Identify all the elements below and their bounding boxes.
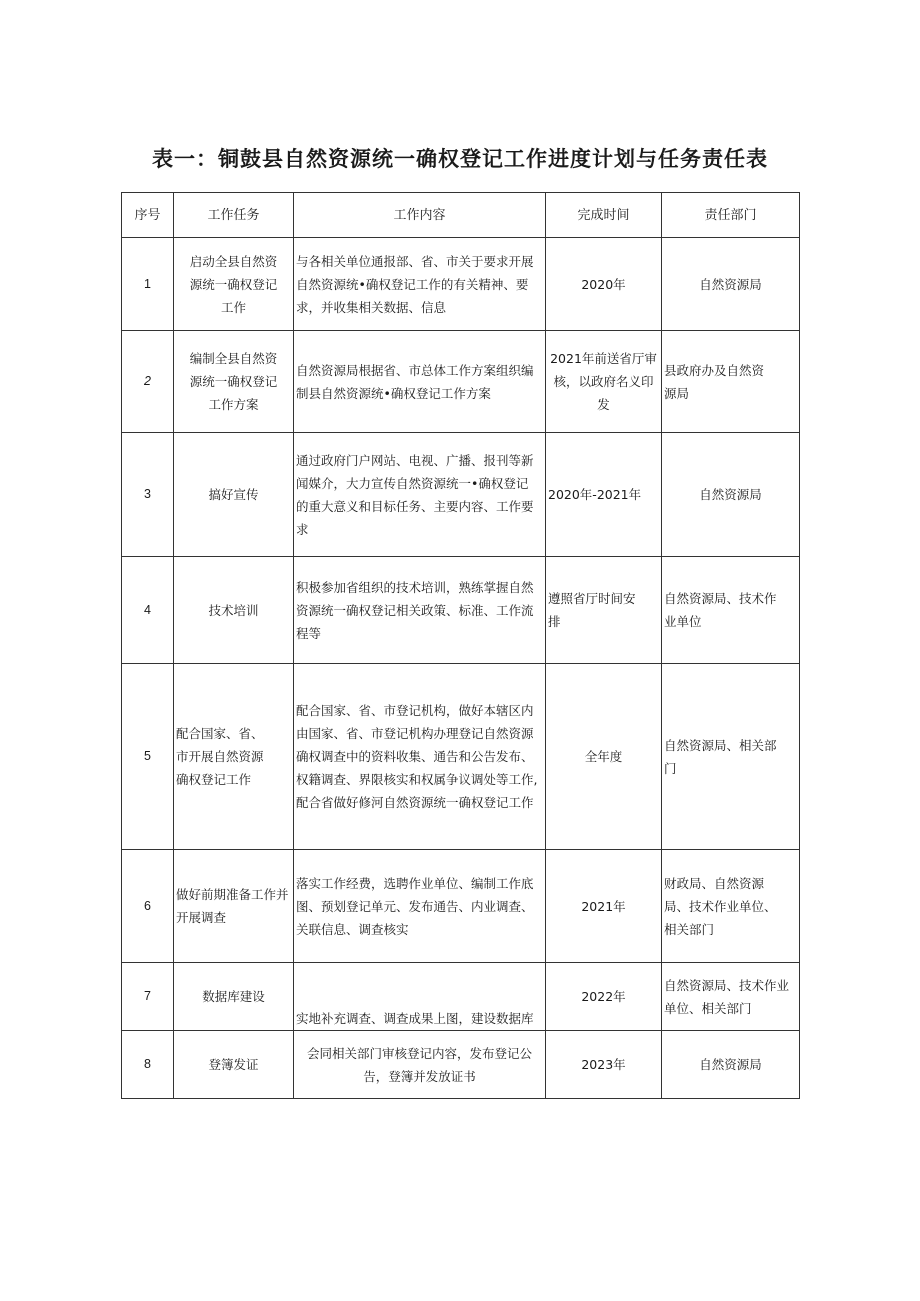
time-line: 2021年前送省厅审 [550, 351, 657, 366]
cell-task [174, 238, 294, 331]
content-line: 自然资源统•确权登记工作的有关精神、要 [296, 276, 529, 292]
time-line: 2023年 [581, 1057, 626, 1072]
content-line: 程等 [296, 625, 322, 641]
dept-line: 自然资源局、技术作业 [664, 977, 790, 993]
task-line: 工作方案 [208, 397, 259, 412]
cell-content [294, 963, 546, 1031]
cell-content [294, 238, 546, 331]
table-row [122, 664, 800, 850]
task-line: 启动全县自然资 [189, 253, 278, 269]
time-line: 排 [548, 614, 561, 629]
content-line: 求 [296, 521, 309, 537]
dept-line: 自然资源局 [699, 276, 762, 292]
dept-line: 自然资源局 [699, 487, 762, 502]
dept-line: 业单位 [664, 614, 702, 629]
cell-time [546, 331, 662, 433]
cell-content [294, 664, 546, 850]
cell-time [546, 433, 662, 557]
table-row [122, 238, 800, 331]
table-row [122, 433, 800, 557]
table-row [122, 557, 800, 664]
dept-line: 财政局、自然资源 [664, 875, 765, 891]
cell-seq: 3 [122, 433, 174, 557]
content-line: 实地补充调查、调查成果上图，建设数据库 [296, 1011, 534, 1026]
header-task: 工作任务 [174, 193, 294, 238]
progress-plan-table [121, 192, 800, 1099]
task-line: 配合国家、省、 [176, 726, 264, 741]
cell-seq: 6 [122, 850, 174, 963]
cell-content [294, 433, 546, 557]
content-line: 确权调查中的资料收集、通告和公告发布、 [296, 749, 534, 764]
cell-task [174, 963, 294, 1031]
header-seq: 序号 [122, 193, 174, 238]
time-line: 2021年 [581, 898, 626, 914]
content-line: 图、预划登记单元、发布通告、内业调查、 [296, 898, 534, 914]
cell-time [546, 1031, 662, 1099]
time-line: 核，以政府名义印 [553, 374, 654, 389]
cell-dept [662, 664, 800, 850]
task-line: 源统一确权登记 [189, 374, 278, 389]
task-line: 市开展自然资源 [176, 749, 264, 764]
cell-dept [662, 963, 800, 1031]
dept-line: 自然资源局、技术作 [664, 591, 777, 606]
cell-seq: 4 [122, 557, 174, 664]
cell-dept [662, 238, 800, 331]
cell-dept [662, 1031, 800, 1099]
header-content: 工作内容 [294, 193, 546, 238]
table-header-row [122, 193, 800, 238]
cell-seq: 5 [122, 664, 174, 850]
content-line: 关联信息、调查核实 [296, 921, 409, 937]
cell-dept [662, 331, 800, 433]
content-line: 由国家、省、市登记机构办理登记自然资源 [296, 726, 534, 741]
document-title: 表一：铜鼓县自然资源统一确权登记工作进度计划与任务责任表 [152, 147, 768, 171]
cell-task [174, 433, 294, 557]
task-line: 技术培训 [208, 602, 259, 618]
cell-time [546, 238, 662, 331]
content-line: 通过政府门户网站、电视、广播、报刊等新 [296, 452, 534, 468]
dept-line: 单位、相关部门 [664, 1000, 752, 1016]
content-line: 自然资源局根据省、市总体工作方案组织编 [296, 362, 534, 378]
content-line: 与各相关单位通报部、省、市关于要求开展 [296, 253, 534, 269]
cell-time [546, 557, 662, 664]
content-line: 制县自然资源统•确权登记工作方案 [296, 385, 491, 401]
content-line: 权籍调查、界限核实和权属争议调处等工作, [296, 772, 538, 787]
content-line: 的重大意义和目标任务、主要内容、工作要 [296, 498, 534, 514]
content-line: 配合省做好修河自然资源统一确权登记工作 [296, 795, 534, 810]
cell-seq: 7 [122, 963, 174, 1031]
time-line: 2020年 [581, 276, 626, 292]
dept-line: 门 [664, 760, 677, 776]
task-line: 编制全县自然资 [189, 351, 278, 366]
table-row [122, 1031, 800, 1099]
content-line: 配合国家、省、市登记机构，做好本辖区内 [296, 703, 534, 718]
dept-line: 相关部门 [664, 921, 715, 937]
time-line: 2020年-2021年 [548, 487, 642, 502]
content-line: 闻媒介，大力宣传自然资源统一•确权登记 [296, 475, 529, 491]
task-line: 搞好宣传 [208, 487, 259, 502]
dept-line: 局、技术作业单位、 [664, 898, 777, 914]
cell-task [174, 1031, 294, 1099]
cell-time [546, 850, 662, 963]
content-line: 资源统一确权登记相关政策、标准、工作流 [296, 602, 534, 618]
cell-content [294, 557, 546, 664]
header-dept: 责任部门 [662, 193, 800, 238]
cell-dept [662, 850, 800, 963]
dept-line: 自然资源局、相关部 [664, 737, 777, 753]
time-line: 2022年 [581, 989, 626, 1004]
task-line: 确权登记工作 [176, 772, 252, 787]
task-line: 数据库建设 [202, 989, 265, 1004]
cell-seq: 1 [122, 238, 174, 331]
table-body [122, 238, 800, 1099]
time-line: 全年度 [584, 749, 623, 764]
cell-seq: 2 [122, 331, 174, 433]
task-line: 登簿发证 [208, 1057, 259, 1072]
time-line: 发 [597, 397, 610, 412]
cell-time [546, 963, 662, 1031]
cell-task [174, 664, 294, 850]
task-line: 做好前期准备工作并 [176, 887, 289, 902]
content-line: 会同相关部门审核登记内容，发布登记公 [306, 1045, 532, 1061]
task-line: 开展调查 [176, 910, 227, 925]
task-line: 源统一确权登记 [189, 276, 278, 292]
cell-task [174, 331, 294, 433]
cell-content [294, 1031, 546, 1099]
dept-line: 自然资源局 [699, 1057, 762, 1072]
cell-time [546, 664, 662, 850]
task-line: 工作 [220, 299, 246, 315]
content-line: 告，登簿并发放证书 [363, 1068, 476, 1084]
dept-line: 县政府办及自然资 [664, 362, 765, 378]
cell-dept [662, 557, 800, 664]
cell-dept [662, 433, 800, 557]
time-line: 遵照省厅时间安 [548, 591, 636, 606]
content-line: 求，并收集相关数据、信息 [296, 299, 447, 315]
content-line: 落实工作经费，选聘作业单位、编制工作底 [296, 875, 534, 891]
cell-content [294, 850, 546, 963]
dept-line: 源局 [664, 385, 690, 401]
cell-task [174, 557, 294, 664]
cell-task [174, 850, 294, 963]
cell-seq: 8 [122, 1031, 174, 1099]
table-row [122, 850, 800, 963]
table-row [122, 963, 800, 1031]
cell-content [294, 331, 546, 433]
table-row [122, 331, 800, 433]
header-time: 完成时间 [546, 193, 662, 238]
content-line: 积极参加省组织的技术培训，熟练掌握自然 [296, 579, 534, 595]
